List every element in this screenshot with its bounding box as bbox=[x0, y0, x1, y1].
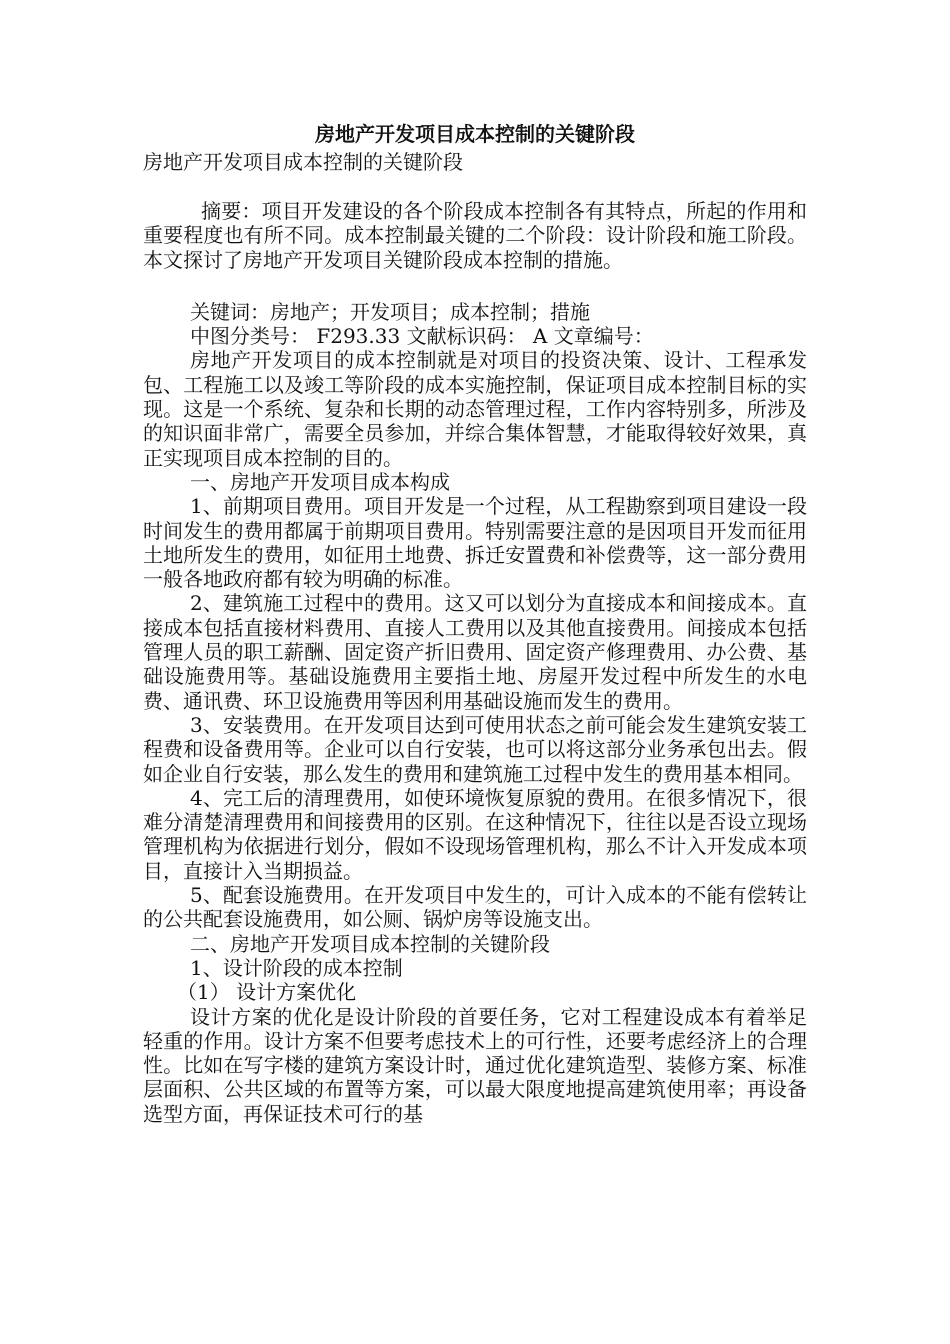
document-subtitle: 房地产开发项目成本控制的关键阶段 bbox=[143, 150, 463, 174]
body-paragraph-cost-3: 3、安装费用。在开发项目达到可使用状态之前可能会发生建筑安装工程费和设备费用等。企业可以自行安装，也可以将这部分业务承包出去。假如企业自行安装，那么发生的费用和建筑施工过程中发生的费用基本相同。 bbox=[143, 712, 807, 786]
classification-line: 中图分类号： F293.33 文献标识码： A 文章编号： bbox=[190, 324, 654, 349]
keywords-line: 关键词：房地产；开发项目；成本控制；措施 bbox=[190, 299, 590, 324]
body-paragraph-cost-1: 1、前期项目费用。项目开发是一个过程，从工程勘察到项目建设一段时间发生的费用都属于前期项目费用。特别需要注意的是因项目开发而征用土地所发生的费用，如征用土地费、拆迁安置费和补偿费等，这一部分费用一般各地政府都有较为明确的标准。 bbox=[143, 494, 807, 592]
body-paragraph-design-optimization: 设计方案的优化是设计阶段的首要任务，它对工程建设成本有着举足轻重的作用。设计方案不但要考虑技术上的可行性，还要考虑经济上的合理性。比如在写字楼的建筑方案设计时，通过优化建筑造型、装修方案、标准层面积、公共区域的布置等方案，可以最大限度地提高建筑使用率；再设备选型方面，再保证技术可行的基 bbox=[143, 1004, 807, 1126]
body-paragraph-cost-2: 2、建筑施工过程中的费用。这又可以划分为直接成本和间接成本。直接成本包括直接材料费用、直接人工费用以及其他直接费用。间接成本包括管理人员的职工薪酬、固定资产折旧费用、固定资产修理费用、办公费、基础设施费用等。基础设施费用主要指土地、房屋开发过程中所发生的水电费、通讯费、环卫设施费用等因利用基础设施而发生的费用。 bbox=[143, 591, 807, 713]
section-heading-2: 二、房地产开发项目成本控制的关键阶段 bbox=[190, 931, 550, 956]
body-paragraph-intro: 房地产开发项目的成本控制就是对项目的投资决策、设计、工程承发包、工程施工以及竣工等阶段的成本实施控制，保证项目成本控制目标的实现。这是一个系统、复杂和长期的动态管理过程，工作内容特别多，所涉及的知识面非常广，需要全员参加，并综合集体智慧，才能取得较好效果，真正实现项目成本控制的目的。 bbox=[143, 348, 807, 470]
document-page bbox=[143, 121, 807, 1126]
blank-line bbox=[143, 175, 807, 199]
body-paragraph-cost-4: 4、完工后的清理费用，如使环境恢复原貌的费用。在很多情况下，很难分清楚清理费用和间接费用的区别。在这种情况下，往往以是否设立现场管理机构为依据进行划分，假如不设现场管理机构，那么不计入开发成本项目，直接计入当期损益。 bbox=[143, 785, 807, 883]
section-heading-1: 一、房地产开发项目成本构成 bbox=[190, 469, 450, 494]
subsection-heading-design-optimization: （1） 设计方案优化 bbox=[177, 980, 357, 1005]
body-paragraph-cost-5: 5、配套设施费用。在开发项目中发生的，可计入成本的不能有偿转让的公共配套设施费用，如公厕、锅炉房等设施支出。 bbox=[143, 883, 807, 932]
abstract-paragraph: 摘要：项目开发建设的各个阶段成本控制各有其特点，所起的作用和重要程度也有所不同。成本控制最关键的二个阶段：设计阶段和施工阶段。本文探讨了房地产开发项目关键阶段成本控制的措施。 bbox=[143, 199, 807, 272]
subsection-heading-design: 1、设计阶段的成本控制 bbox=[190, 955, 403, 980]
keywords-block bbox=[143, 300, 807, 349]
document-title: 房地产开发项目成本控制的关键阶段 bbox=[315, 122, 635, 146]
